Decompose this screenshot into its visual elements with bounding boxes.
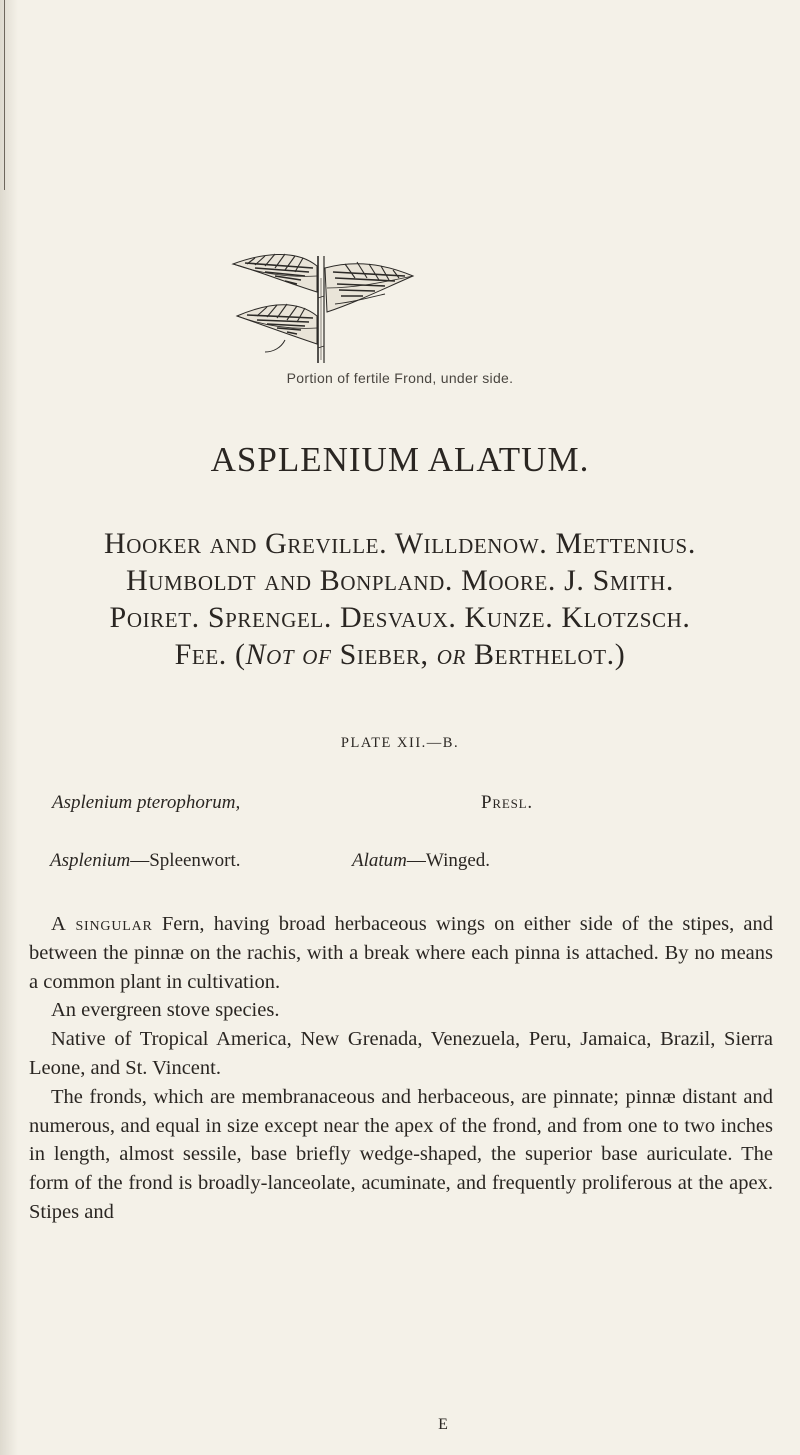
pinna-upper-left <box>233 254 317 292</box>
pinna-upper-right <box>325 262 413 312</box>
synonym-author: Presl. <box>481 792 533 813</box>
description-text <box>29 910 773 1227</box>
figure-caption: Portion of fertile Frond, under side. <box>286 370 514 386</box>
page-edge-shadow <box>0 0 18 1455</box>
etymology-species: Alatum—Winged. <box>352 850 491 871</box>
paragraph-1: A singular Fern, having broad herbaceous wings on either side of the stipes, and between the pinnæ on the rachis, with a break where each pinna is attached. By no means a common plant in cultivation. <box>29 913 774 993</box>
fern-frond-illustration <box>225 248 585 383</box>
authorities-line-4: Fee. (Not of Sieber, or Berthelot.) <box>174 638 626 671</box>
authorities-line-1: Hooker and Greville. Willdenow. Mettenius. <box>104 527 696 560</box>
page-title: ASPLENIUM ALATUM. <box>210 440 590 479</box>
authorities-line-3: Poiret. Sprengel. Desvaux. Kunze. Klotzsch. <box>109 601 691 634</box>
synonym-name: Asplenium pterophorum, <box>52 792 241 813</box>
margin-rule <box>4 0 5 190</box>
signature-mark: E <box>438 1416 448 1433</box>
plate-reference: PLATE XII.—B. <box>340 735 460 751</box>
authorities-list <box>0 525 800 673</box>
paragraph-2: An evergreen stove species. <box>51 999 280 1022</box>
paragraph-3: Native of Tropical America, New Grenada, Venezuela, Peru, Jamaica, Brazil, Sierra Leone, and St. Vincent. <box>29 1028 773 1079</box>
etymology-genus: Asplenium—Spleenwort. <box>50 850 241 871</box>
pinna-lower-left <box>237 304 317 352</box>
paragraph-4: The fronds, which are membranaceous and herbaceous, are pinnate; pinnæ distant and numerous, and equal in size except near the apex of the frond, and from one to two inches in length, almost sessile, base briefly wedge-shaped, the superior base auriculate. The form of the frond is broadly-lanceolate, acuminate, and frequently proliferous at the apex. Stipes and <box>29 1085 773 1223</box>
authorities-line-2: Humboldt and Bonpland. Moore. J. Smith. <box>125 564 675 597</box>
